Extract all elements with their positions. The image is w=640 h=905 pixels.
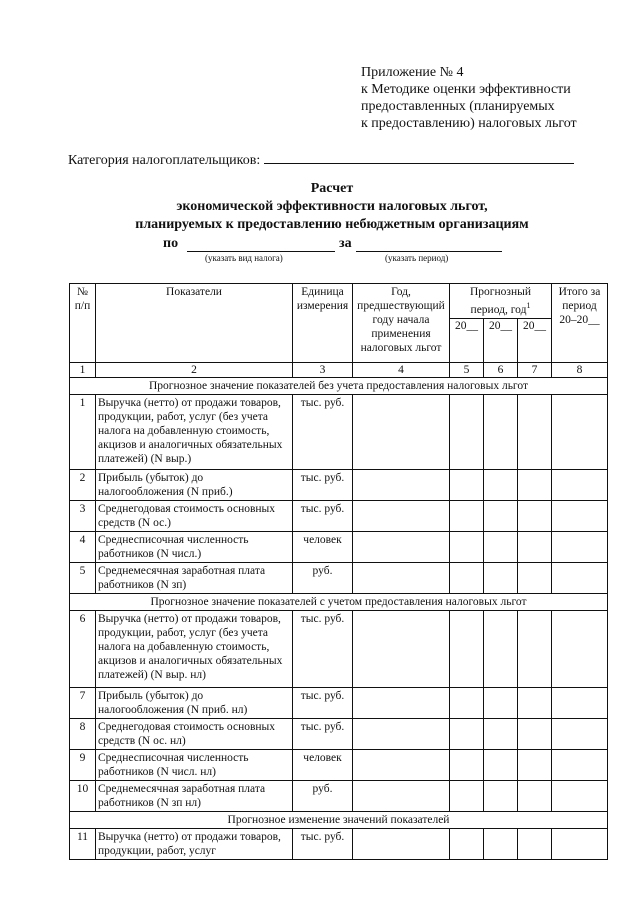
table-row — [70, 610, 608, 687]
header-num: № п/п — [70, 284, 96, 363]
total-range: 20–20__ — [559, 314, 600, 326]
row-indicator: Среднесписочная численность работников (N числ. нл) — [96, 749, 293, 780]
tax-period-line — [60, 238, 604, 254]
table-row — [70, 828, 608, 859]
table-row — [70, 562, 608, 593]
appendix-line: к Методике оценки эффективности — [361, 82, 571, 97]
header-indicators: Показатели — [96, 284, 293, 363]
row-indicator: Выручка (нетто) от продажи товаров, продукции, работ, услуг (без учета налога на добавленную стоимость, акцизов и аналогичных обязательных платежей) (N выр. нл) — [96, 610, 293, 687]
header-prev-year: Год, предшествующий году начала применения налоговых льгот — [353, 284, 450, 363]
value-cell[interactable] — [552, 687, 608, 718]
value-cell[interactable] — [484, 531, 518, 562]
header-year-2: 20__ — [484, 318, 518, 362]
value-cell[interactable] — [353, 562, 450, 593]
title-line: экономической эффективности налоговых льгот, — [176, 199, 488, 214]
za-label: за — [339, 236, 352, 251]
row-number: 3 — [70, 500, 96, 531]
value-cell[interactable] — [353, 500, 450, 531]
value-cell[interactable] — [450, 749, 484, 780]
table-row — [70, 531, 608, 562]
column-number: 1 — [70, 362, 96, 377]
table-row — [70, 687, 608, 718]
column-number: 7 — [518, 362, 552, 377]
section-title: Прогнозное значение показателей без учета предоставления налоговых льгот — [70, 377, 608, 394]
header-unit: Единица измерения — [293, 284, 353, 363]
value-cell[interactable] — [450, 718, 484, 749]
document-title — [60, 180, 604, 234]
value-cell[interactable] — [518, 562, 552, 593]
hint-tax-type: (указать вид налога) — [205, 253, 283, 263]
row-unit: тыс. руб. — [293, 718, 353, 749]
row-number: 2 — [70, 469, 96, 500]
title-line: планируемых к предоставлению небюджетным организациям — [135, 217, 529, 232]
column-number: 4 — [353, 362, 450, 377]
value-cell[interactable] — [518, 394, 552, 469]
value-cell[interactable] — [552, 718, 608, 749]
column-number: 3 — [293, 362, 353, 377]
row-number: 4 — [70, 531, 96, 562]
value-cell[interactable] — [552, 780, 608, 811]
table-row — [70, 469, 608, 500]
row-unit: тыс. руб. — [293, 469, 353, 500]
po-label: по — [163, 236, 179, 251]
appendix-line: к предоставлению) налоговых льгот — [361, 116, 577, 131]
section-row — [70, 377, 608, 394]
column-numbers-row — [70, 362, 608, 377]
row-unit: тыс. руб. — [293, 828, 353, 859]
table-row — [70, 718, 608, 749]
category-label: Категория налогоплательщиков: — [68, 153, 261, 168]
row-unit: тыс. руб. — [293, 500, 353, 531]
category-blank-line[interactable] — [264, 150, 574, 164]
section-row — [70, 593, 608, 610]
value-cell[interactable] — [450, 610, 484, 687]
header-total — [552, 284, 608, 363]
value-cell[interactable] — [518, 687, 552, 718]
header-year-1: 20__ — [450, 318, 484, 362]
period-blank[interactable] — [356, 251, 502, 252]
section-title: Прогнозное изменение значений показателей — [70, 811, 608, 828]
row-number: 7 — [70, 687, 96, 718]
title-line: Расчет — [310, 181, 354, 196]
value-cell[interactable] — [450, 780, 484, 811]
value-cell[interactable] — [353, 687, 450, 718]
value-cell[interactable] — [552, 828, 608, 859]
value-cell[interactable] — [552, 562, 608, 593]
row-indicator: Среднегодовая стоимость основных средств (N ос. нл) — [96, 718, 293, 749]
table-row — [70, 780, 608, 811]
row-indicator: Прибыль (убыток) до налогообложения (N приб. нл) — [96, 687, 293, 718]
row-indicator: Среднемесячная заработная плата работников (N зп) — [96, 562, 293, 593]
value-cell[interactable] — [484, 780, 518, 811]
table-row — [70, 500, 608, 531]
row-number: 10 — [70, 780, 96, 811]
value-cell[interactable] — [353, 610, 450, 687]
table-row — [70, 749, 608, 780]
value-cell[interactable] — [518, 531, 552, 562]
value-cell[interactable] — [552, 394, 608, 469]
section-row — [70, 811, 608, 828]
value-cell[interactable] — [353, 780, 450, 811]
total-label: Итого за период — [558, 286, 601, 312]
row-unit: тыс. руб. — [293, 394, 353, 469]
value-cell[interactable] — [518, 469, 552, 500]
value-cell[interactable] — [484, 500, 518, 531]
row-indicator: Среднегодовая стоимость основных средств (N ос.) — [96, 500, 293, 531]
value-cell[interactable] — [450, 500, 484, 531]
forecast-label: Прогнозный период, год — [469, 286, 531, 316]
row-indicator: Выручка (нетто) от продажи товаров, продукции, работ, услуг — [96, 828, 293, 859]
value-cell[interactable] — [484, 687, 518, 718]
row-unit: руб. — [293, 780, 353, 811]
value-cell[interactable] — [484, 828, 518, 859]
value-cell[interactable] — [518, 500, 552, 531]
value-cell[interactable] — [450, 562, 484, 593]
value-cell[interactable] — [353, 828, 450, 859]
value-cell[interactable] — [552, 749, 608, 780]
value-cell[interactable] — [484, 718, 518, 749]
row-indicator: Прибыль (убыток) до налогообложения (N приб.) — [96, 469, 293, 500]
header-forecast — [450, 284, 552, 319]
value-cell[interactable] — [450, 687, 484, 718]
row-indicator: Выручка (нетто) от продажи товаров, продукции, работ, услуг (без учета налога на добавленную стоимость, акцизов и аналогичных обязательных платежей) (N выр.) — [96, 394, 293, 469]
row-number: 8 — [70, 718, 96, 749]
row-unit: человек — [293, 749, 353, 780]
column-number: 5 — [450, 362, 484, 377]
header-year-3: 20__ — [518, 318, 552, 362]
value-cell[interactable] — [484, 610, 518, 687]
appendix-line: Приложение № 4 — [361, 65, 464, 80]
value-cell[interactable] — [353, 531, 450, 562]
forecast-footnote: 1 — [526, 301, 531, 310]
value-cell[interactable] — [353, 394, 450, 469]
row-unit: тыс. руб. — [293, 687, 353, 718]
row-indicator: Среднемесячная заработная плата работников (N зп нл) — [96, 780, 293, 811]
section-title: Прогнозное значение показателей с учетом предоставления налоговых льгот — [70, 593, 608, 610]
taxpayer-category — [68, 150, 598, 169]
table-row — [70, 394, 608, 469]
value-cell[interactable] — [450, 394, 484, 469]
row-number: 1 — [70, 394, 96, 469]
appendix-header — [361, 64, 631, 132]
column-number: 8 — [552, 362, 608, 377]
row-number: 5 — [70, 562, 96, 593]
value-cell[interactable] — [518, 749, 552, 780]
row-unit: тыс. руб. — [293, 610, 353, 687]
row-unit: человек — [293, 531, 353, 562]
value-cell[interactable] — [353, 718, 450, 749]
value-cell[interactable] — [552, 500, 608, 531]
value-cell[interactable] — [450, 469, 484, 500]
efficiency-table — [69, 283, 608, 860]
tax-type-blank[interactable] — [187, 251, 335, 252]
appendix-line: предоставленных (планируемых — [361, 99, 555, 114]
value-cell[interactable] — [552, 531, 608, 562]
value-cell[interactable] — [484, 394, 518, 469]
value-cell[interactable] — [552, 610, 608, 687]
value-cell[interactable] — [552, 469, 608, 500]
column-number: 6 — [484, 362, 518, 377]
value-cell[interactable] — [353, 749, 450, 780]
row-number: 11 — [70, 828, 96, 859]
value-cell[interactable] — [450, 828, 484, 859]
row-unit: руб. — [293, 562, 353, 593]
row-number: 9 — [70, 749, 96, 780]
column-number: 2 — [96, 362, 293, 377]
value-cell[interactable] — [484, 562, 518, 593]
value-cell[interactable] — [518, 780, 552, 811]
value-cell[interactable] — [484, 749, 518, 780]
value-cell[interactable] — [518, 828, 552, 859]
value-cell[interactable] — [353, 469, 450, 500]
hint-period: (указать период) — [385, 253, 449, 263]
value-cell[interactable] — [450, 531, 484, 562]
value-cell[interactable] — [518, 718, 552, 749]
row-number: 6 — [70, 610, 96, 687]
header-row — [70, 284, 608, 319]
row-indicator: Среднесписочная численность работников (N числ.) — [96, 531, 293, 562]
value-cell[interactable] — [518, 610, 552, 687]
value-cell[interactable] — [484, 469, 518, 500]
